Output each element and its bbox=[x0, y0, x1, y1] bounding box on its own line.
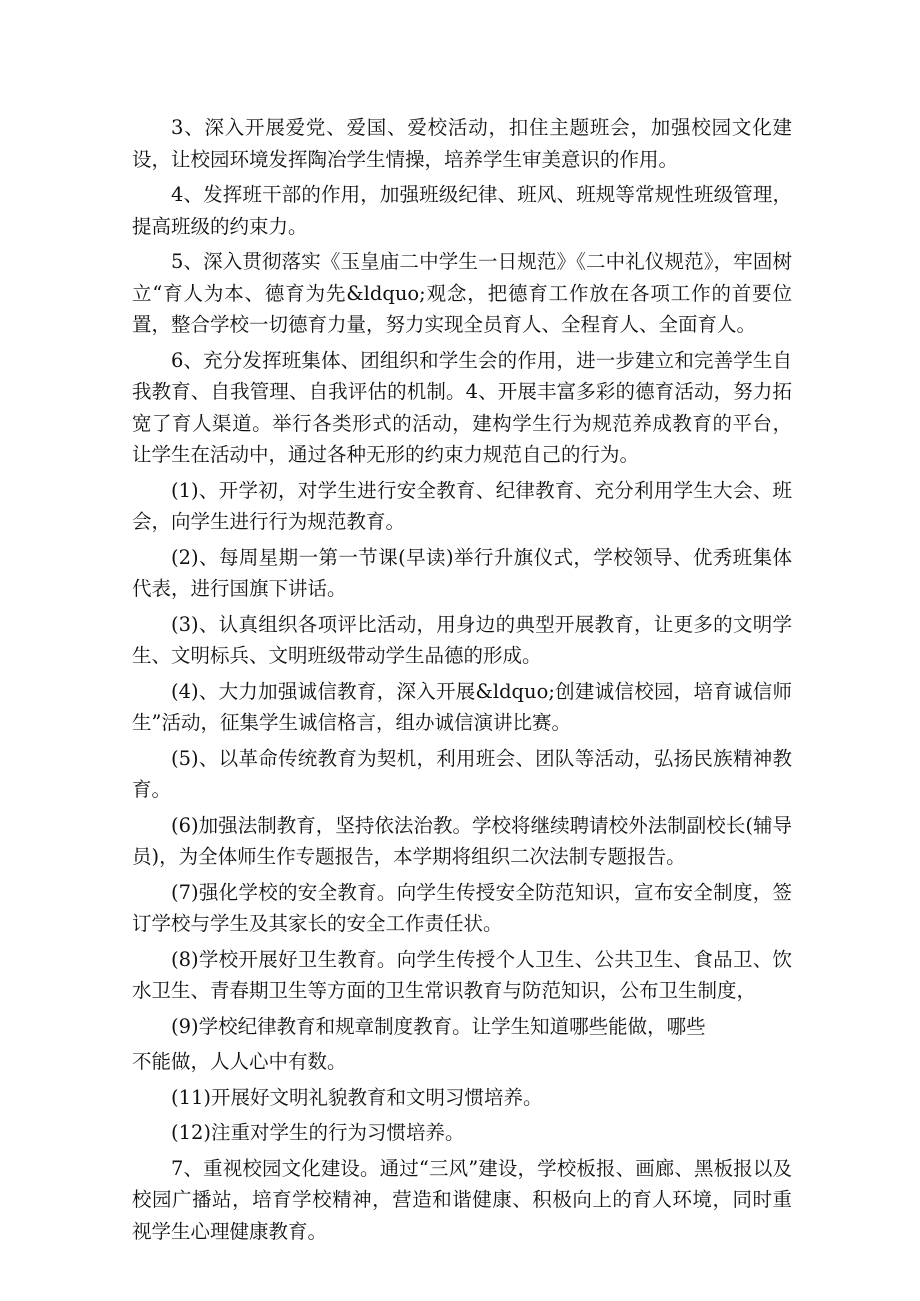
paragraph-subitem-2: (2)、每周星期一第一节课(早读)举行升旗仪式，学校领导、优秀班集体代表，进行国旗下讲话。 bbox=[132, 545, 792, 600]
paragraph-subitem-11: (11)开展好文明礼貌教育和文明习惯培养。 bbox=[171, 1085, 543, 1109]
paragraph-item-3: 3、深入开展爱党、爱国、爱校活动，扣住主题班会，加强校园文化建设，让校园环境发挥陶冶学生情操，培养学生审美意识的作用。 bbox=[132, 116, 792, 171]
paragraph-subitem-9-continuation: 不能做，人人心中有数。 bbox=[132, 1050, 347, 1073]
paragraph-item-7: 7、重视校园文化建设。通过“三风”建设，学校板报、画廊、黑板报以及校园广播站，培育学校精神，营造和谐健康、积极向上的育人环境，同时重视学生心理健康教育。 bbox=[132, 1156, 792, 1243]
paragraph-item-4: 4、发挥班干部的作用，加强班级纪律、班风、班规等常规性班级管理，提高班级的约束力。 bbox=[132, 183, 792, 238]
paragraph-subitem-4: (4)、大力加强诚信教育，深入开展&ldquo;创建诚信校园，培育诚信师生”活动，征集学生诚信格言，组办诚信演讲比赛。 bbox=[132, 679, 792, 734]
paragraph-subitem-6: (6)加强法制教育，坚持依法治教。学校将继续聘请校外法制副校长(辅导员)，为全体师生作专题报告，本学期将组织二次法制专题报告。 bbox=[132, 813, 792, 868]
paragraph-subitem-3: (3)、认真组织各项评比活动，用身边的典型开展教育，让更多的文明学生、文明标兵、文明班级带动学生品德的形成。 bbox=[132, 612, 792, 667]
paragraph-item-6: 6、充分发挥班集体、团组织和学生会的作用，进一步建立和完善学生自我教育、自我管理、自我评估的机制。4、开展丰富多彩的德育活动，努力拓宽了育人渠道。举行各类形式的活动，建构学生行为规范养成教育的平台，让学生在活动中，通过各种无形的约束力规范自己的行为。 bbox=[132, 348, 792, 466]
paragraph-item-5: 5、深入贯彻落实《玉皇庙二中学生一日规范》《二中礼仪规范》，牢固树立“育人为本、德育为先&ldquo;观念，把德育工作放在各项工作的首要位置，整合学校一切德育力量，努力实现全员育人、全程育人、全面育人。 bbox=[132, 250, 792, 336]
paragraph-subitem-7: (7)强化学校的安全教育。向学生传授安全防范知识，宣布安全制度，签订学校与学生及其家长的安全工作责任状。 bbox=[132, 880, 792, 935]
document-body bbox=[132, 112, 792, 1251]
paragraph-subitem-1: (1)、开学初，对学生进行安全教育、纪律教育、充分利用学生大会、班会，向学生进行行为规范教育。 bbox=[132, 478, 792, 533]
paragraph-subitem-8: (8)学校开展好卫生教育。向学生传授个人卫生、公共卫生、食品卫、饮水卫生、青春期卫生等方面的卫生常识教育与防范知识，公布卫生制度， bbox=[132, 947, 792, 1002]
paragraph-subitem-9: (9)学校纪律教育和规章制度教育。让学生知道哪些能做，哪些 bbox=[171, 1014, 706, 1038]
paragraph-subitem-12: (12)注重对学生的行为习惯培养。 bbox=[171, 1121, 465, 1144]
paragraph-subitem-5: (5)、以革命传统教育为契机，利用班会、团队等活动，弘扬民族精神教育。 bbox=[132, 746, 792, 801]
